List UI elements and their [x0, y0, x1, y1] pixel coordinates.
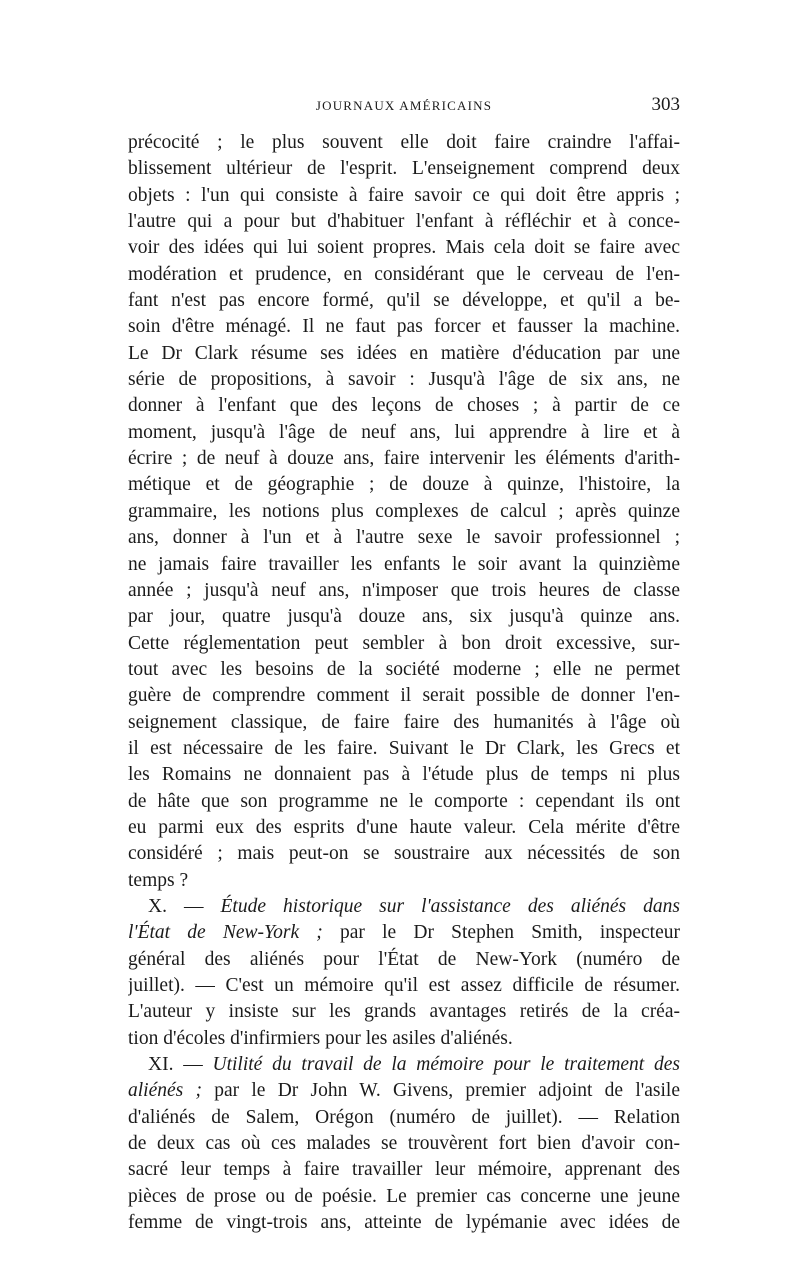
- text-line: X. — Étude historique sur l'assistance des aliénés dans: [148, 895, 680, 917]
- text-line: Le Dr Clark résume ses idées en matière d'éducation par une: [128, 342, 680, 364]
- text-line: seignement classique, de faire faire des humanités à l'âge où: [128, 711, 680, 733]
- text-line: fant n'est pas encore formé, qu'il se développe, et qu'il a be-: [128, 290, 680, 312]
- text-line: objets : l'un qui consiste à faire savoir ce qui doit être appris ;: [128, 184, 680, 206]
- text-line: temps ?: [128, 869, 189, 891]
- text-line: métique et de géographie ; de douze à quinze, l'histoire, la: [128, 474, 680, 496]
- text-line: série de propositions, à savoir : Jusqu'à l'âge de six ans, ne: [128, 369, 680, 391]
- text-line: grammaire, les notions plus complexes de calcul ; après quinze: [128, 500, 680, 522]
- text-line: guère de comprendre comment il serait possible de donner l'en-: [128, 685, 680, 707]
- text-line: l'autre qui a pour but d'habituer l'enfant à réfléchir et à conce-: [128, 211, 680, 233]
- text-line: donner à l'enfant que des leçons de choses ; à partir de ce: [128, 395, 680, 417]
- text-line: XI. — Utilité du travail de la mémoire pour le traitement des: [148, 1054, 680, 1076]
- text-line: L'auteur y insiste sur les grands avantages retirés de la créa-: [128, 1001, 680, 1023]
- text-line: ans, donner à l'un et à l'autre sexe le savoir professionnel ;: [128, 527, 680, 549]
- text-line: par jour, quatre jusqu'à douze ans, six jusqu'à quinze ans.: [128, 606, 680, 628]
- text-line: précocité ; le plus souvent elle doit faire craindre l'affai-: [128, 132, 680, 153]
- text-line: pièces de prose ou de poésie. Le premier cas concerne une jeune: [128, 1185, 680, 1207]
- text-line: soin d'être ménagé. Il ne faut pas forcer et fausser la machine.: [128, 316, 680, 338]
- text-line: d'aliénés de Salem, Orégon (numéro de juillet). — Relation: [128, 1106, 680, 1128]
- text-line: de deux cas où ces malades se trouvèrent fort bien d'avoir con-: [128, 1133, 680, 1155]
- text-line: Cette réglementation peut sembler à bon droit excessive, sur-: [128, 632, 680, 654]
- text-line: voir des idées qui lui soient propres. Mais cela doit se faire avec: [128, 237, 680, 259]
- text-line: les Romains ne donnaient pas à l'étude plus de temps ni plus: [128, 764, 680, 786]
- text-line: eu parmi eux des esprits d'une haute valeur. Cela mérite d'être: [128, 816, 680, 838]
- text-line: année ; jusqu'à neuf ans, n'imposer que trois heures de classe: [128, 579, 680, 601]
- text-line: considéré ; mais peut-on se soustraire aux nécessités de son: [128, 843, 680, 865]
- page-number: 303: [651, 94, 680, 115]
- running-head: [128, 92, 680, 122]
- text-line: moment, jusqu'à l'âge de neuf ans, lui apprendre à lire et à: [128, 421, 680, 443]
- text-line: écrire ; de neuf à douze ans, faire intervenir les éléments d'arith-: [128, 448, 680, 470]
- running-title: JOURNAUX AMÉRICAINS: [315, 98, 493, 113]
- text-line: sacré leur temps à faire travailler leur mémoire, apprenant des: [128, 1159, 680, 1181]
- text-line: blissement ultérieur de l'esprit. L'enseignement comprend deux: [128, 158, 680, 180]
- text-line: femme de vingt-trois ans, atteinte de lypémanie avec idées de: [128, 1212, 680, 1234]
- text-line: général des aliénés pour l'État de New-York (numéro de: [128, 948, 680, 970]
- text-line: modération et prudence, en considérant que le cerveau de l'en-: [128, 263, 680, 285]
- text-line: aliénés ; par le Dr John W. Givens, premier adjoint de l'asile: [128, 1080, 680, 1102]
- text-line: de hâte que son programme ne le comporte : cependant ils ont: [128, 790, 680, 812]
- body-text: [128, 130, 680, 1236]
- text-line: tion d'écoles d'infirmiers pour les asiles d'aliénés.: [128, 1027, 513, 1049]
- text-line: tout avec les besoins de la société moderne ; elle ne permet: [128, 658, 680, 680]
- text-line: l'État de New-York ; par le Dr Stephen Smith, inspecteur: [128, 922, 680, 944]
- text-line: ne jamais faire travailler les enfants le soir avant la quinzième: [128, 553, 680, 575]
- text-line: il est nécessaire de les faire. Suivant le Dr Clark, les Grecs et: [128, 737, 680, 759]
- text-line: juillet). — C'est un mémoire qu'il est assez difficile de résumer.: [128, 975, 680, 996]
